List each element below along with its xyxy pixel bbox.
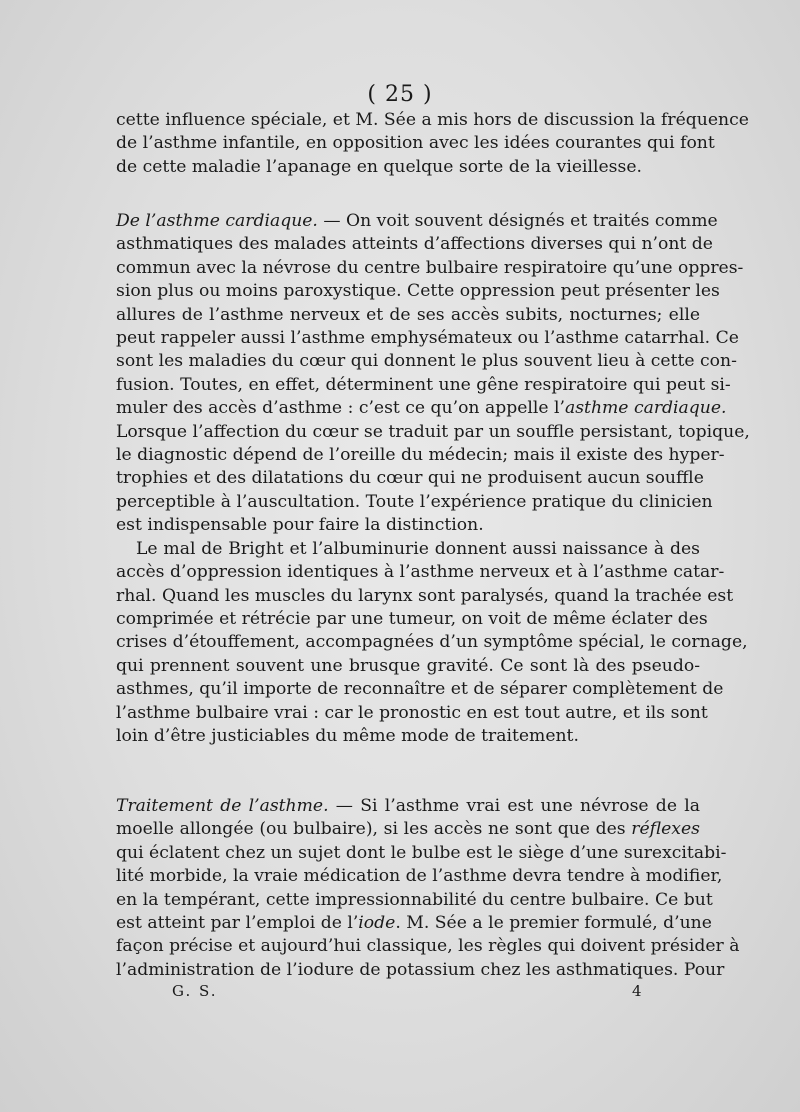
text-run: l’administration de l’iodure de potassium chez les asthmatiques. Pour: [116, 959, 725, 980]
text-run: de l’asthme infantile, en opposition avec les idées courantes qui font: [116, 133, 715, 154]
text-line: [116, 350, 737, 373]
text-line: [116, 109, 749, 132]
text-run: comprimée et rétrécie par une tumeur, on voit de même éclater des: [116, 608, 708, 629]
text-line: [116, 608, 708, 631]
text-run: allures de l’asthme nerveux et de ses accès subits, nocturnes; elle: [116, 304, 700, 325]
text-run: asthmatiques des malades atteints d’affections diverses qui n’ont de: [116, 234, 713, 255]
text-line: [116, 467, 704, 490]
text-run: cette influence spéciale, et M. Sée a mis hors de discussion la fréquence: [116, 110, 749, 130]
paragraph-infantile-asthma: [116, 109, 749, 179]
text-line: [116, 561, 725, 584]
text-run: asthmes, qu’il importe de reconnaître et de séparer complètement de: [116, 679, 724, 700]
text-line: [116, 397, 727, 420]
text-line: [116, 233, 713, 256]
text-run: Lorsque l’affection du cœur se traduit par un souffle persistant, topique,: [116, 421, 750, 442]
text-run: — Si l’asthme vrai est une névrose de la: [328, 796, 700, 816]
text-line: [116, 702, 708, 725]
text-run: sion plus ou moins paroxystique. Cette oppression peut présenter les: [116, 281, 720, 302]
sheet-number: 4: [632, 982, 642, 1000]
text-line: [116, 678, 724, 701]
text-run: commun avec la névrose du centre bulbaire respiratoire qu’une oppres-: [116, 257, 744, 278]
page-number: ( 25 ): [367, 82, 433, 107]
text-line: [116, 156, 700, 179]
text-line: [116, 725, 700, 748]
italic-phrase: réflexes: [631, 819, 700, 840]
text-run: perceptible à l’auscultation. Toute l’expérience pratique du clinicien: [116, 491, 713, 512]
text-line: [116, 327, 739, 350]
text-run: Le mal de Bright et l’albuminurie donnent aussi naissance à des: [136, 538, 700, 559]
text-line: [116, 585, 734, 608]
text-line: [116, 818, 700, 841]
text-run: est indispensable pour faire la distinction.: [116, 515, 484, 536]
text-run: crises d’étouffement, accompagnées d’un symptôme spécial, le cornage,: [116, 632, 748, 653]
text-line: [116, 132, 715, 155]
text-run: moelle allongée (ou bulbaire), si les accès ne sont que des: [116, 819, 632, 840]
text-run: rhal. Quand les muscles du larynx sont paralysés, quand la trachée est: [116, 585, 734, 606]
text-run: le diagnostic dépend de l’oreille du médecin; mais il existe des hyper-: [116, 445, 725, 466]
text-run: . M. Sée a le premier formulé, d’une: [395, 913, 712, 934]
italic-phrase: De l’asthme cardiaque.: [116, 211, 318, 231]
italic-phrase: asthme cardiaque.: [564, 398, 727, 419]
text-run: façon précise et aujourd’hui classique, les règles qui doivent présider à: [116, 936, 740, 957]
text-line: [116, 491, 713, 514]
text-run: — On voit souvent désignés et traités comme: [317, 211, 718, 231]
text-run: en la tempérant, cette impressionnabilité du centre bulbaire. Ce but: [116, 889, 713, 910]
text-run: trophies et des dilatations du cœur qui ne produisent aucun souffle: [116, 468, 704, 489]
text-run: qui prennent souvent une brusque gravité. Ce sont là des pseudo-: [116, 655, 700, 676]
italic-phrase: iode: [358, 913, 396, 934]
text-run: loin d’être justiciables du même mode de traitement.: [116, 725, 579, 746]
text-block-top: [116, 109, 749, 179]
text-line: [116, 210, 718, 233]
text-line: [116, 865, 723, 888]
text-line: [116, 795, 700, 818]
text-line: [116, 959, 725, 982]
text-run: qui éclatent chez un sujet dont le bulbe est le siège d’une surexcitabi-: [116, 842, 727, 863]
paragraph-treatment: [116, 795, 740, 982]
text-run: est atteint par l’emploi de l’: [116, 913, 359, 934]
paragraph-cardiac-asthma: [116, 210, 750, 538]
text-run: l’asthme bulbaire vrai : car le pronostic en est tout autre, et ils sont: [116, 702, 708, 723]
italic-phrase: Traitement de l’asthme.: [116, 796, 329, 816]
text-run: accès d’oppression identiques à l’asthme nerveux et à l’asthme catar-: [116, 562, 725, 583]
text-line: [116, 631, 748, 654]
signature-mark: G. S.: [172, 982, 218, 1000]
text-block-treatment: [116, 795, 740, 982]
page-footer: [0, 982, 800, 1006]
text-run: muler des accès d’asthme : c’est ce qu’on appelle l’: [116, 398, 565, 419]
paragraph-pseudo-asthmas: [116, 538, 748, 749]
text-run: sont les maladies du cœur qui donnent le plus souvent lieu à cette con-: [116, 351, 737, 372]
text-run: fusion. Toutes, en effet, déterminent une gêne respiratoire qui peut si-: [116, 374, 731, 395]
text-line: [116, 514, 700, 537]
text-line: [116, 842, 727, 865]
text-line: [116, 444, 725, 467]
text-line: [116, 889, 713, 912]
text-line: [116, 912, 712, 935]
text-run: de cette maladie l’apanage en quelque sorte de la vieillesse.: [116, 156, 642, 177]
text-run: lité morbide, la vraie médication de l’asthme devra tendre à modifier,: [116, 866, 723, 887]
text-line: [116, 935, 740, 958]
text-block-cardiac-asthma: [116, 210, 750, 748]
text-line: [116, 304, 700, 327]
text-line: [116, 655, 700, 678]
text-line: [116, 421, 750, 444]
text-line: [116, 374, 731, 397]
text-line: [116, 257, 744, 280]
text-line: [116, 280, 720, 303]
text-line: [116, 538, 700, 561]
text-run: peut rappeler aussi l’asthme emphysémateux ou l’asthme catarrhal. Ce: [116, 328, 739, 349]
